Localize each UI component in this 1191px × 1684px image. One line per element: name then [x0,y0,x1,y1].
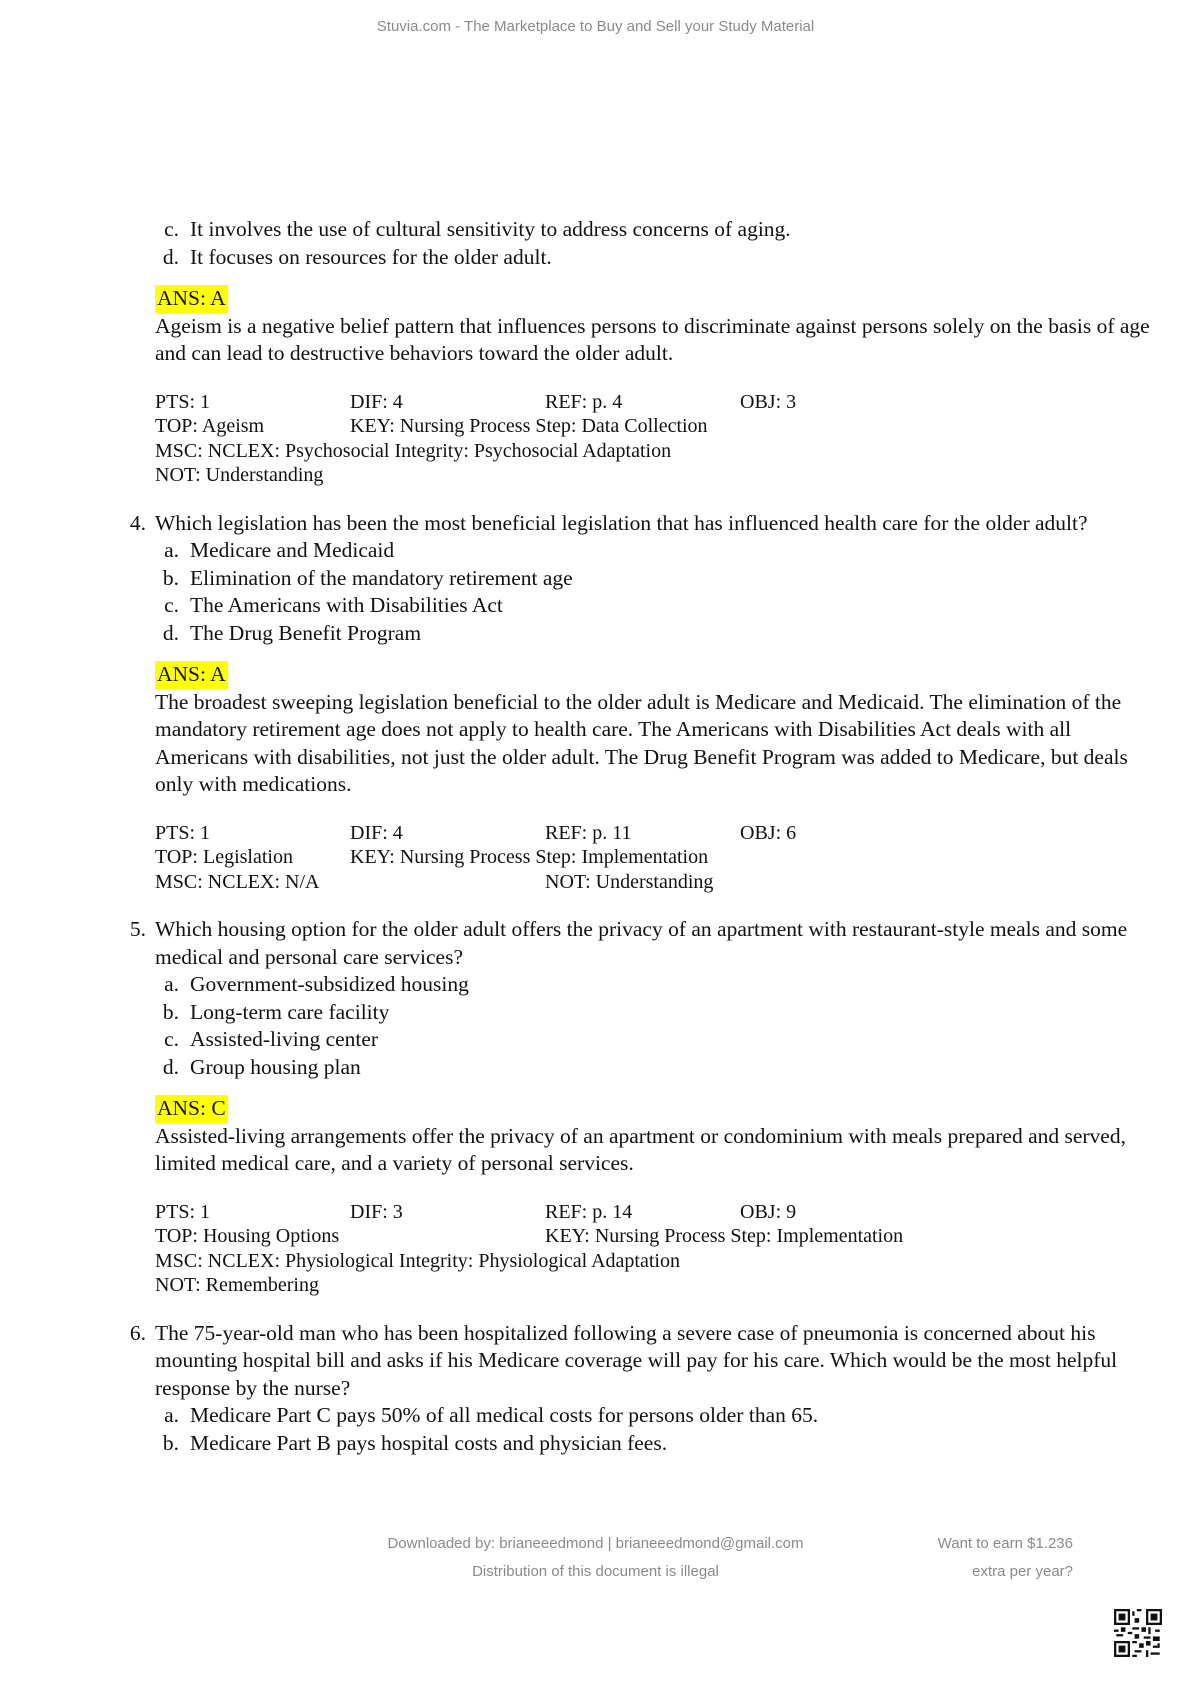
not: NOT: Understanding [545,870,714,893]
option-c [155,216,1160,244]
option-letter: c. [164,1027,179,1051]
key: KEY: Nursing Process Step: Implementation [545,1225,904,1247]
dif: DIF: 4 [350,821,403,844]
option-text: Medicare and Medicaid [190,538,395,562]
q3-options [120,216,1160,271]
q4-answer-block [120,661,1160,799]
option-text: Assisted-living center [190,1027,379,1051]
question-text: The 75-year-old man who has been hospitalized following a severe case of pneumonia is concerned about his mounting hospital bill and asks if his Medicare coverage will pay for his care. Which would be the most helpful response by the nurse? [155,1320,1118,1400]
option-text: Group housing plan [190,1054,361,1079]
rationale: Assisted-living arrangements offer the privacy of an apartment or condominium with meals prepared and served, limited medical care, and a variety of personal services. [155,1123,1126,1175]
q5-metadata [120,1200,1160,1298]
answer-highlight: ANS: A [155,285,228,313]
question-text: Which housing option for the older adult offers the privacy of an apartment with restaurant-style meals and some medical and personal care services? [155,917,1128,969]
msc: MSC: NCLEX: N/A [155,870,320,893]
option-d [155,244,1160,272]
obj: OBJ: 3 [740,390,797,413]
not: NOT: Understanding [155,464,324,486]
ref: REF: p. 4 [545,390,623,413]
pts: PTS: 1 [155,390,211,413]
option-text: The Americans with Disabilities Act [190,593,503,617]
site-header: Stuvia.com - The Marketplace to Buy and Sell your Study Material [376,18,815,35]
distribution-notice: Distribution of this document is illegal [472,1563,719,1580]
option-letter: a. [164,972,179,996]
obj: OBJ: 9 [740,1200,797,1223]
option-c [155,592,1160,620]
option-a [155,537,1160,565]
key: KEY: Nursing Process Step: Data Collection [350,415,708,437]
ref: REF: p. 11 [545,821,632,844]
top: TOP: Housing Options [155,1225,340,1247]
top: TOP: Legislation [155,846,293,868]
dif: DIF: 4 [350,390,403,413]
option-text: Government-subsidized housing [190,972,469,996]
msc: MSC: NCLEX: Psychosocial Integrity: Psychosocial Adaptation [155,439,672,462]
question-5 [120,916,1160,971]
option-c [155,1026,1160,1054]
pts: PTS: 1 [155,1200,211,1223]
question-4 [120,510,1160,538]
q3-answer-block [120,285,1160,368]
dif: DIF: 3 [350,1200,403,1223]
question-text: Which legislation has been the most beneficial legislation that has influenced health care for the older adult? [155,510,1088,535]
question-number: 6. [129,1320,146,1345]
option-a [155,971,1160,999]
q6-options [120,1402,1160,1457]
option-text: The Drug Benefit Program [190,620,422,645]
question-number: 5. [129,917,146,941]
option-text: Long-term care facility [190,999,390,1024]
answer-highlight: ANS: C [155,1095,228,1123]
option-text: Elimination of the mandatory retirement age [190,565,573,590]
option-b [155,999,1160,1027]
promo-text[interactable] [938,1530,1073,1586]
rationale: Ageism is a negative belief pattern that influences persons to discriminate against persons solely on the basis of age and can lead to destructive behaviors toward the older adult. [155,313,1150,365]
option-b [155,1430,1160,1458]
option-letter: a. [164,1403,179,1427]
option-letter: b. [162,1430,179,1455]
option-text: Medicare Part B pays hospital costs and physician fees. [190,1430,668,1455]
option-text: Medicare Part C pays 50% of all medical costs for persons older than 65. [190,1403,819,1427]
option-letter: b. [162,999,179,1024]
option-text: It involves the use of cultural sensitivity to address concerns of aging. [190,217,791,241]
answer-highlight: ANS: A [155,661,228,689]
question-number: 4. [129,510,146,535]
ref: REF: p. 14 [545,1200,633,1223]
option-b [155,565,1160,593]
option-letter: d. [162,244,179,269]
msc: MSC: NCLEX: Physiological Integrity: Physiological Adaptation [155,1249,680,1272]
not: NOT: Remembering [155,1274,319,1296]
rationale: The broadest sweeping legislation beneficial to the older adult is Medicare and Medicaid. The elimination of the mandatory retirement age does not apply to health care. The Americans with Disabilities Act deals with all Americans with disabilities, not just the older adult. The Drug Benefit Program was added to Medicare, but deals only with medications. [155,689,1128,796]
option-letter: c. [164,217,179,241]
q4-metadata [120,821,1160,895]
q5-answer-block [120,1095,1160,1178]
option-letter: d. [162,620,179,645]
promo-line-2: extra per year? [972,1563,1073,1580]
promo-line-1: Want to earn $1.236 [937,1535,1073,1552]
obj: OBJ: 6 [740,821,797,844]
option-d [155,620,1160,648]
document-content [120,216,1160,1457]
q4-options [120,537,1160,647]
key: KEY: Nursing Process Step: Implementation [350,846,709,868]
question-6 [120,1320,1160,1403]
downloaded-by-text: Downloaded by: brianeeedmond | brianeeedmond@gmail.com [387,1535,804,1552]
option-letter: d. [162,1054,179,1079]
option-text: It focuses on resources for the older adult. [190,244,552,269]
qr-code-icon[interactable] [1114,1609,1162,1657]
q3-metadata [120,390,1160,488]
top: TOP: Ageism [155,415,265,437]
option-letter: c. [164,593,179,617]
option-a [155,1402,1160,1430]
q5-options [120,971,1160,1081]
option-d [155,1054,1160,1082]
option-letter: a. [164,538,179,562]
pts: PTS: 1 [155,821,211,844]
option-letter: b. [162,565,179,590]
